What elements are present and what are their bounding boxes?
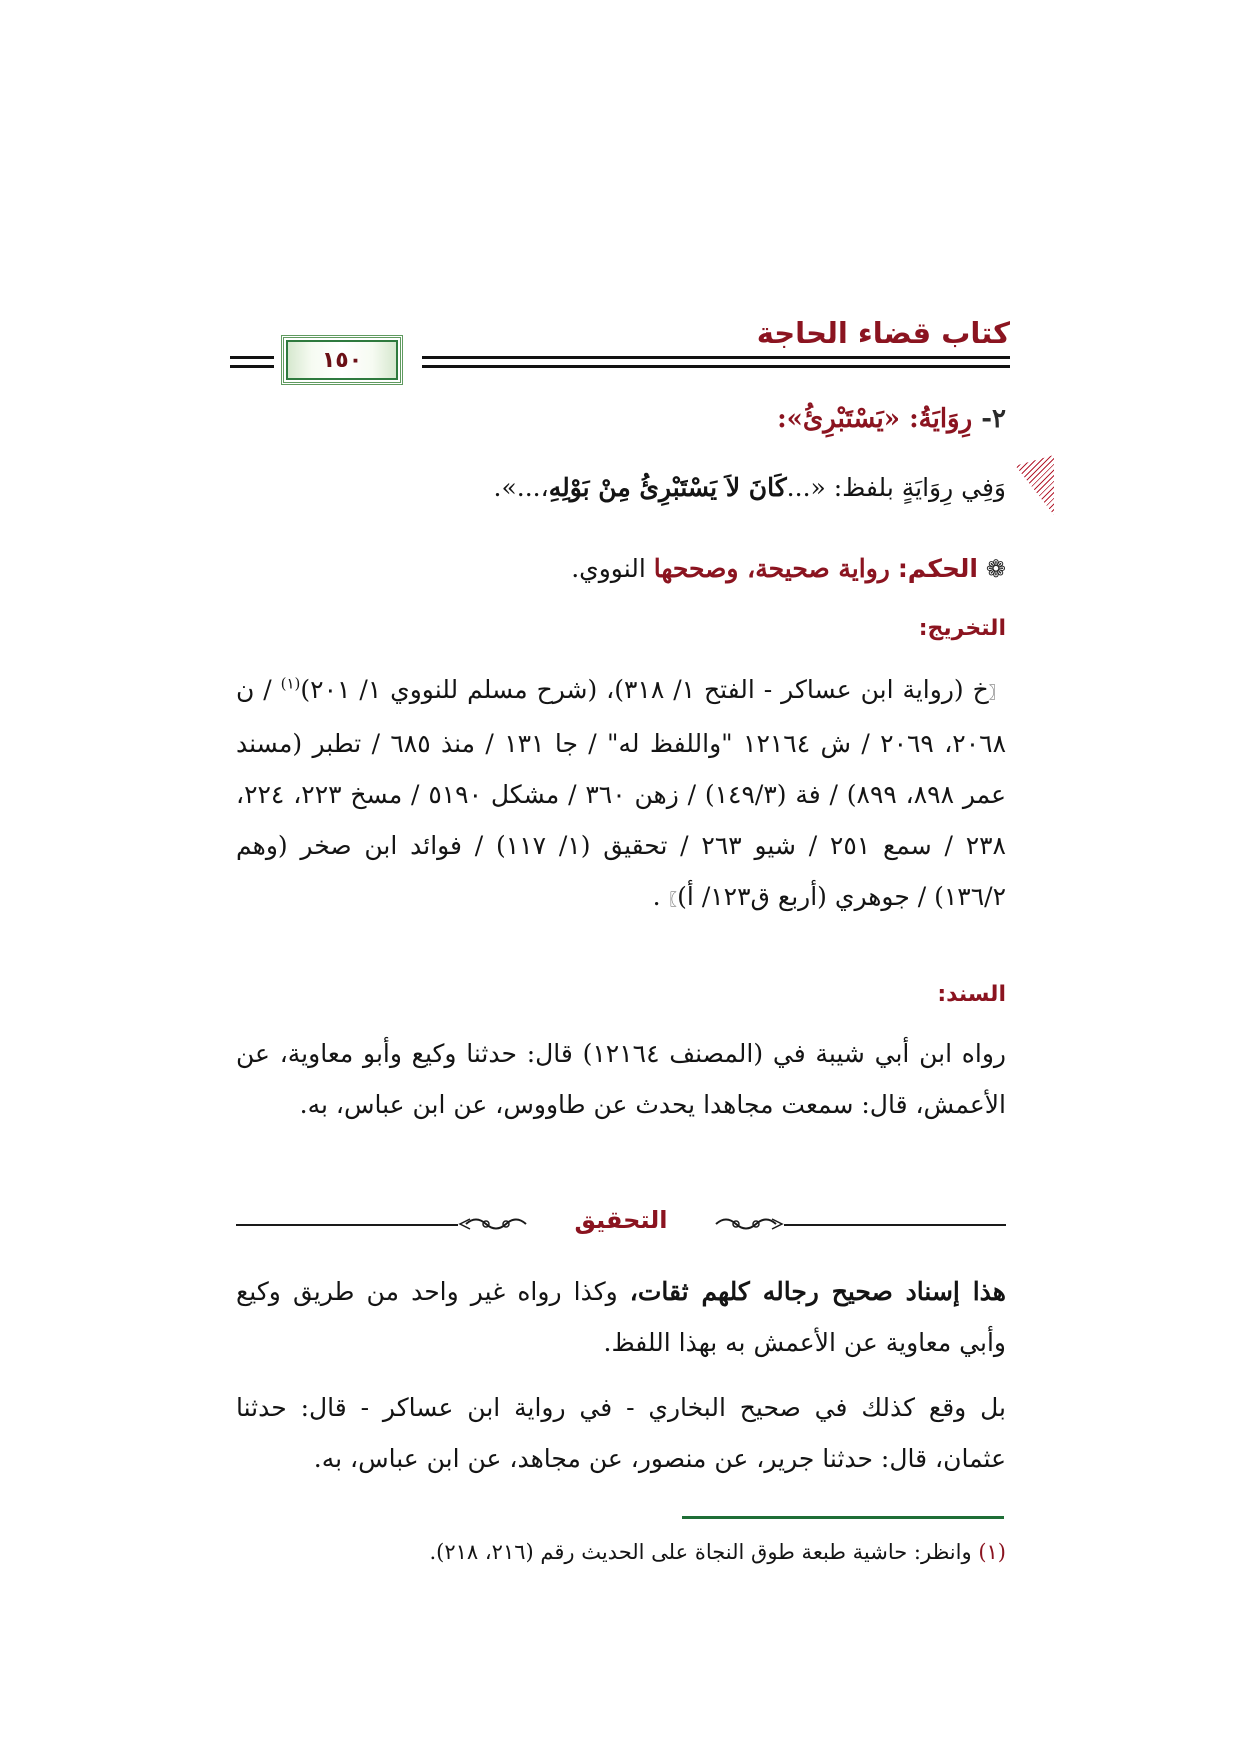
tahqiq-paragraph: بل وقع كذلك في صحيح البخاري - في رواية ابن عساكر - قال: حدثنا عثمان، قال: حدثنا جرير، عن منصور، عن مجاهد، عن ابن عباس، به. — [236, 1393, 1006, 1473]
page-header — [230, 316, 1010, 386]
tahqiq-paragraph — [236, 1266, 1006, 1368]
page-number: ١٥٠ — [321, 347, 363, 373]
takhrij-part1: خ (رواية ابن عساكر - الفتح ١/ ٣١٨)، (شرح مسلم للنووي ١/ ٢٠١) — [300, 675, 989, 704]
sanad-text: رواه ابن أبي شيبة في (المصنف ١٢١٦٤) قال: حدثنا وكيع وأبو معاوية، عن الأعمش، قال: سمعت مجاهدا يحدث عن طاووس، عن ابن عباس، به. — [236, 1039, 1006, 1119]
section-label: رِوَايَةُ: — [909, 404, 973, 434]
footnote — [236, 1532, 1006, 1572]
footnote-number: (١) — [978, 1540, 1006, 1564]
ruling-label: الحكم: — [897, 554, 978, 583]
header-rule — [422, 356, 1010, 359]
header-rule — [230, 356, 274, 359]
narration-bold: كَانَ لاَ يَسْتَبْرِئُ مِنْ بَوْلِهِ — [548, 473, 787, 502]
footnote-ref[interactable]: (١) — [280, 674, 301, 693]
takhrij-heading: التخريج: — [918, 616, 1006, 641]
section-heading — [236, 404, 1006, 434]
footnote-text: وانظر: حاشية طبعة طوق النجاة على الحديث رقم (٢١٦، ٢١٨). — [429, 1540, 979, 1564]
tahqiq-divider — [236, 1206, 1006, 1242]
narration-line — [236, 466, 1022, 510]
section-number: ٢- — [981, 404, 1006, 434]
ruling-line — [236, 547, 1006, 591]
footnote-rule — [682, 1516, 1004, 1519]
narration-intro: وَفِي رِوَايَةٍ بلفظ: «... — [786, 473, 1006, 502]
takhrij-part2: / ن ٢٠٦٨، ٢٠٦٩ / ش ١٢١٦٤ "واللفظ له" / جا ١٣١ / منذ ٦٨٥ / تطبر (مسند عمر ٨٩٨، ٨٩٩) / فة (١٤٩/٣) / زهن ٣٦٠ / مشكل ٥١٩٠ / مسخ ٢٢٣، ٢٢٤، ٢٣٨ / سمع ٢٥١ / شيو ٢٦٣ / تحقيق (١/ ١١٧) / فوائد ابن صخر (وهم ١٣٦/٢) / جوهري (أربع ق١٢٣/ أ) — [236, 675, 1007, 911]
bracket-open: 〖 — [988, 683, 1006, 702]
tahqiq-text — [236, 1266, 1006, 1498]
ruling-tail: النووي. — [571, 554, 646, 583]
flower-ornament-icon: ❁ — [985, 555, 1006, 583]
tahqiq-title: التحقيق — [574, 1206, 668, 1234]
tahqiq-p1-rest: وكذا رواه غير واحد من طريق وكيع وأبي معاوية عن الأعمش به بهذا اللفظ. — [236, 1277, 1006, 1357]
takhrij-text — [236, 664, 1006, 925]
book-title: كتاب قضاء الحاجة — [756, 316, 1010, 350]
sanad-heading: السند: — [937, 982, 1006, 1007]
header-rule — [230, 365, 274, 368]
takhrij-end: . — [652, 882, 661, 911]
divider-ornament-icon — [458, 1213, 528, 1235]
ruling-value: رواية صحيحة، وصححها — [653, 554, 890, 583]
header-rule — [422, 365, 1010, 368]
page-number-frame — [286, 340, 398, 380]
narration-outro: ،...». — [493, 473, 549, 502]
section-quote: «يَسْتَبْرِئُ»: — [777, 404, 900, 434]
tahqiq-p1-bold: هذا إسناد صحيح رجاله كلهم ثقات، — [629, 1277, 1006, 1306]
divider-line — [236, 1224, 458, 1226]
bracket-close: 〗 — [660, 890, 678, 909]
